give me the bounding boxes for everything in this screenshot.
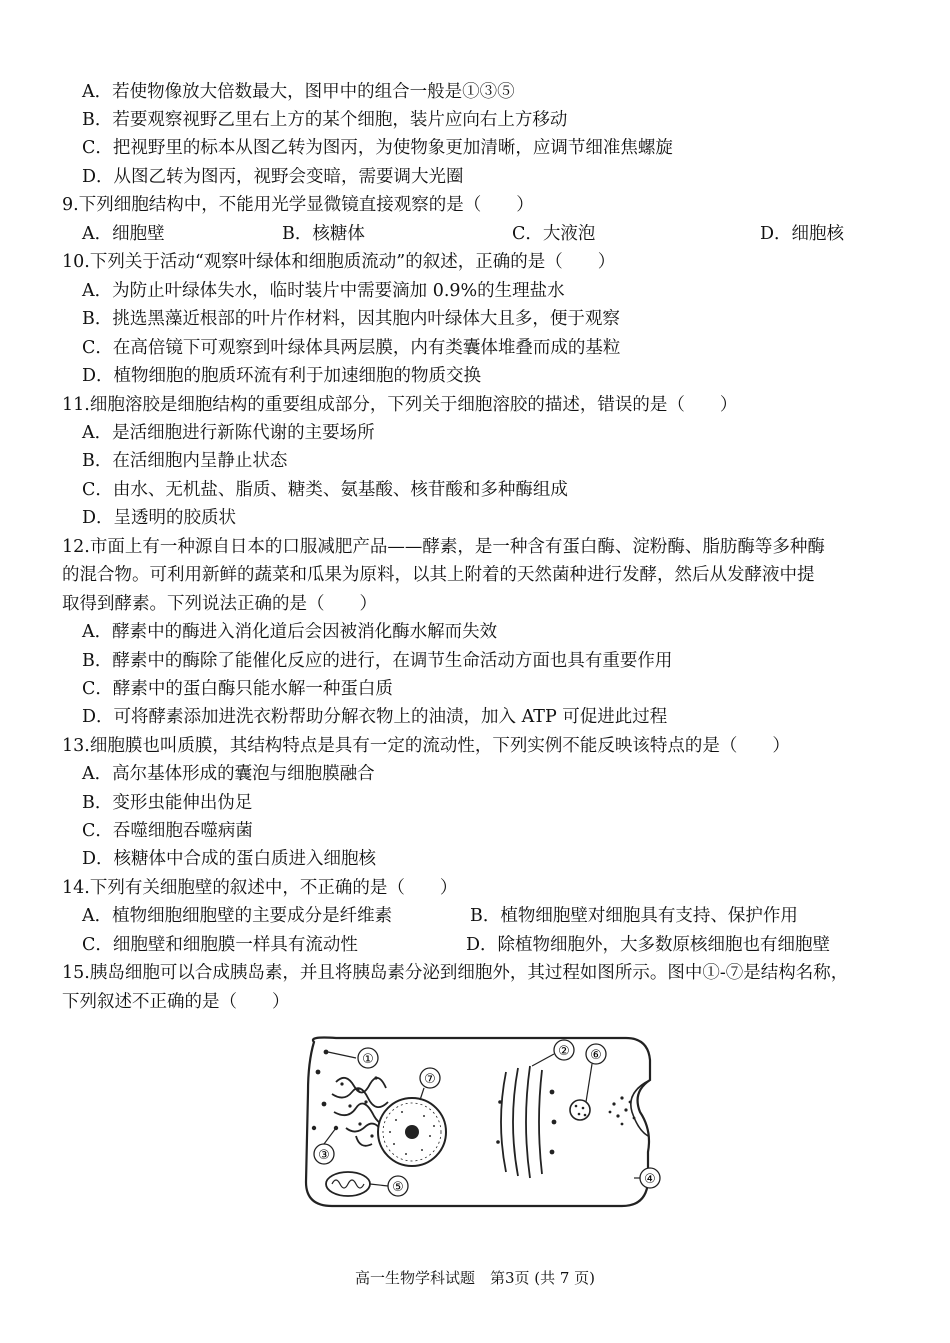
label-7: ⑦ [424,1072,436,1087]
secretory-vesicle [570,1100,590,1120]
q12-stem-line-1: 12.市面上有一种源自日本的口服减肥产品——酵素，是一种含有蛋白酶、淀粉酶、脂肪酶等多种酶 [62,537,825,557]
q8-option-c: C．把视野里的标本从图乙转为图丙，为使物象更加清晰，应调节细准焦螺旋 [82,138,673,158]
q11-option-c: C．由水、无机盐、脂质、糖类、氨基酸、核苷酸和多种酶组成 [82,480,568,500]
q12-option-d: D．可将酵素添加进洗衣粉帮助分解衣物上的油渍，加入 ATP 可促进此过程 [82,707,668,727]
q12-stem-line-2: 的混合物。可利用新鲜的蔬菜和瓜果为原料，以其上附着的天然菌种进行发酵，然后从发酵液中提 [62,565,815,585]
free-ribosome-dots [312,1050,338,1131]
q11-option-a: A．是活细胞进行新陈代谢的主要场所 [82,423,375,443]
q15-stem-line-2: 下列叙述不正确的是（ ） [62,992,290,1012]
q10-option-c: C．在高倍镜下可观察到叶绿体具两层膜，内有类囊体堆叠而成的基粒 [82,338,621,358]
q13-option-a: A．高尔基体形成的囊泡与细胞膜融合 [82,764,375,784]
q9-stem: 9.下列细胞结构中，不能用光学显微镜直接观察的是（ ） [62,195,534,215]
q11-option-d: D．呈透明的胶质状 [82,508,237,528]
label-1: ① [362,1052,374,1067]
label-2: ② [558,1044,570,1059]
q9-option-a: A．细胞壁 [82,224,165,244]
q13-stem: 13.细胞膜也叫质膜，其结构特点是具有一定的流动性，下列实例不能反映该特点的是（ ） [62,736,790,756]
q10-option-a: A．为防止叶绿体失水，临时装片中需要滴加 0.9%的生理盐水 [82,281,565,301]
q8-option-d: D．从图乙转为图丙，视野会变暗，需要调大光圈 [82,167,464,187]
label-6: ⑥ [590,1048,602,1063]
q14-option-d: D．除植物细胞外，大多数原核细胞也有细胞壁 [466,935,831,955]
q12-option-b: B．酵素中的酶除了能催化反应的进行，在调节生命活动方面也具有重要作用 [82,651,673,671]
q8-option-b: B．若要观察视野乙里右上方的某个细胞，装片应向右上方移动 [82,110,568,130]
label-5: ⑤ [392,1180,404,1195]
page-footer: 高一生物学科试题 第3页 (共 7 页) [354,1269,596,1287]
q13-option-c: C．吞噬细胞吞噬病菌 [82,821,253,841]
label-4: ④ [644,1172,656,1187]
label-3: ③ [318,1148,330,1163]
q14-option-a: A．植物细胞细胞壁的主要成分是纤维素 [82,906,393,926]
q10-stem: 10.下列关于活动“观察叶绿体和细胞质流动”的叙述，正确的是（ ） [62,252,616,272]
q14-option-b: B．植物细胞壁对细胞具有支持、保护作用 [470,906,798,926]
q9-option-b: B．核糖体 [282,224,365,244]
q12-option-c: C．酵素中的蛋白酶只能水解一种蛋白质 [82,679,393,699]
q13-option-d: D．核糖体中合成的蛋白质进入细胞核 [82,849,377,869]
q12-stem-line-3: 取得到酵素。下列说法正确的是（ ） [62,594,377,614]
q14-options-row-1 [0,902,950,930]
q13-option-b: B．变形虫能伸出伪足 [82,793,253,813]
golgi-apparatus [501,1066,542,1178]
nucleolus [405,1125,419,1139]
q11-option-b: B．在活细胞内呈静止状态 [82,451,288,471]
q9-option-c: C．大液泡 [512,224,596,244]
secretion-cell-diagram [296,1032,666,1212]
q11-stem: 11.细胞溶胶是细胞结构的重要组成部分，下列关于细胞溶胶的描述，错误的是（ ） [62,395,738,415]
q15-stem-line-1: 15.胰岛细胞可以合成胰岛素，并且将胰岛素分泌到细胞外，其过程如图所示。图中①-⑦是结构名称， [62,963,849,983]
q10-option-b: B．挑选黑藻近根部的叶片作材料，因其胞内叶绿体大且多，便于观察 [82,309,620,329]
q12-option-a: A．酵素中的酶进入消化道后会因被消化酶水解而失效 [82,622,498,642]
q9-option-d: D．细胞核 [760,224,845,244]
q14-option-c: C．细胞壁和细胞膜一样具有流动性 [82,935,358,955]
q8-option-a: A．若使物像放大倍数最大，图甲中的组合一般是①③⑤ [82,82,515,102]
q14-options-row-2 [0,931,950,959]
q9-options [0,220,950,248]
q14-stem: 14.下列有关细胞壁的叙述中，不正确的是（ ） [62,878,458,898]
q10-option-d: D．植物细胞的胞质环流有利于加速细胞的物质交换 [82,366,482,386]
